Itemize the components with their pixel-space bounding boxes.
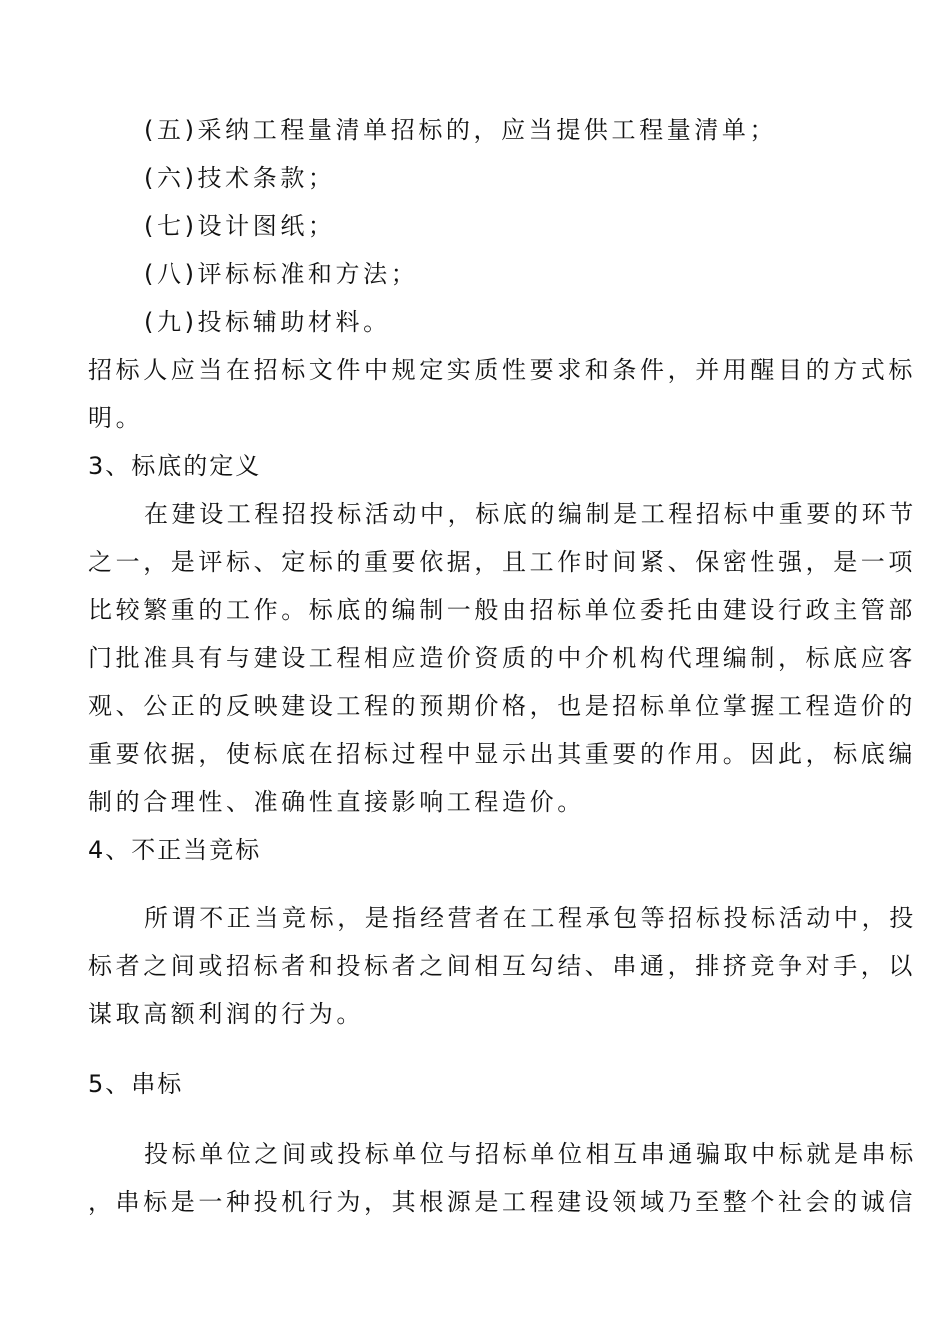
paragraph-line: 重要依据，使标底在招标过程中显示出其重要的作用。因此，标底编: [88, 740, 916, 768]
paragraph-line: 招标人应当在招标文件中规定实质性要求和条件，并用醒目的方式标: [88, 356, 916, 384]
list-item-6: (六)技术条款；: [144, 164, 336, 192]
paragraph-line: 投标单位之间或投标单位与招标单位相互串通骗取中标就是串标: [144, 1140, 917, 1168]
list-item-7: (七)设计图纸；: [144, 212, 336, 240]
paragraph-line: 比较繁重的工作。标底的编制一般由招标单位委托由建设行政主管部: [88, 596, 916, 624]
paragraph-line: 观、公正的反映建设工程的预期价格，也是招标单位掌握工程造价的: [88, 692, 916, 720]
paragraph-line: 制的合理性、准确性直接影响工程造价。: [88, 788, 585, 816]
paragraph-line: 之一，是评标、定标的重要依据，且工作时间紧、保密性强，是一项: [88, 548, 916, 576]
list-item-5: (五)采纳工程量清单招标的，应当提供工程量清单；: [144, 116, 778, 144]
paragraph-line: 门批准具有与建设工程相应造价资质的中介机构代理编制，标底应客: [88, 644, 916, 672]
paragraph-line: ，串标是一种投机行为，其根源是工程建设领域乃至整个社会的诚信: [88, 1188, 916, 1216]
section-heading-3: 3、标底的定义: [88, 452, 262, 480]
paragraph-line: 标者之间或招标者和投标者之间相互勾结、串通，排挤竞争对手，以: [88, 952, 916, 980]
section-heading-5: 5、串标: [88, 1070, 184, 1098]
paragraph-line: 明。: [88, 404, 144, 432]
paragraph-line: 谋取高额利润的行为。: [88, 1000, 364, 1028]
list-item-8: (八)评标标准和方法；: [144, 260, 419, 288]
list-item-9: (九)投标辅助材料。: [144, 308, 391, 336]
paragraph-line: 在建设工程招投标活动中，标底的编制是工程招标中重要的环节: [144, 500, 917, 528]
section-heading-4: 4、不正当竞标: [88, 836, 262, 864]
paragraph-line: 所谓不正当竞标，是指经营者在工程承包等招标投标活动中，投: [144, 904, 917, 932]
